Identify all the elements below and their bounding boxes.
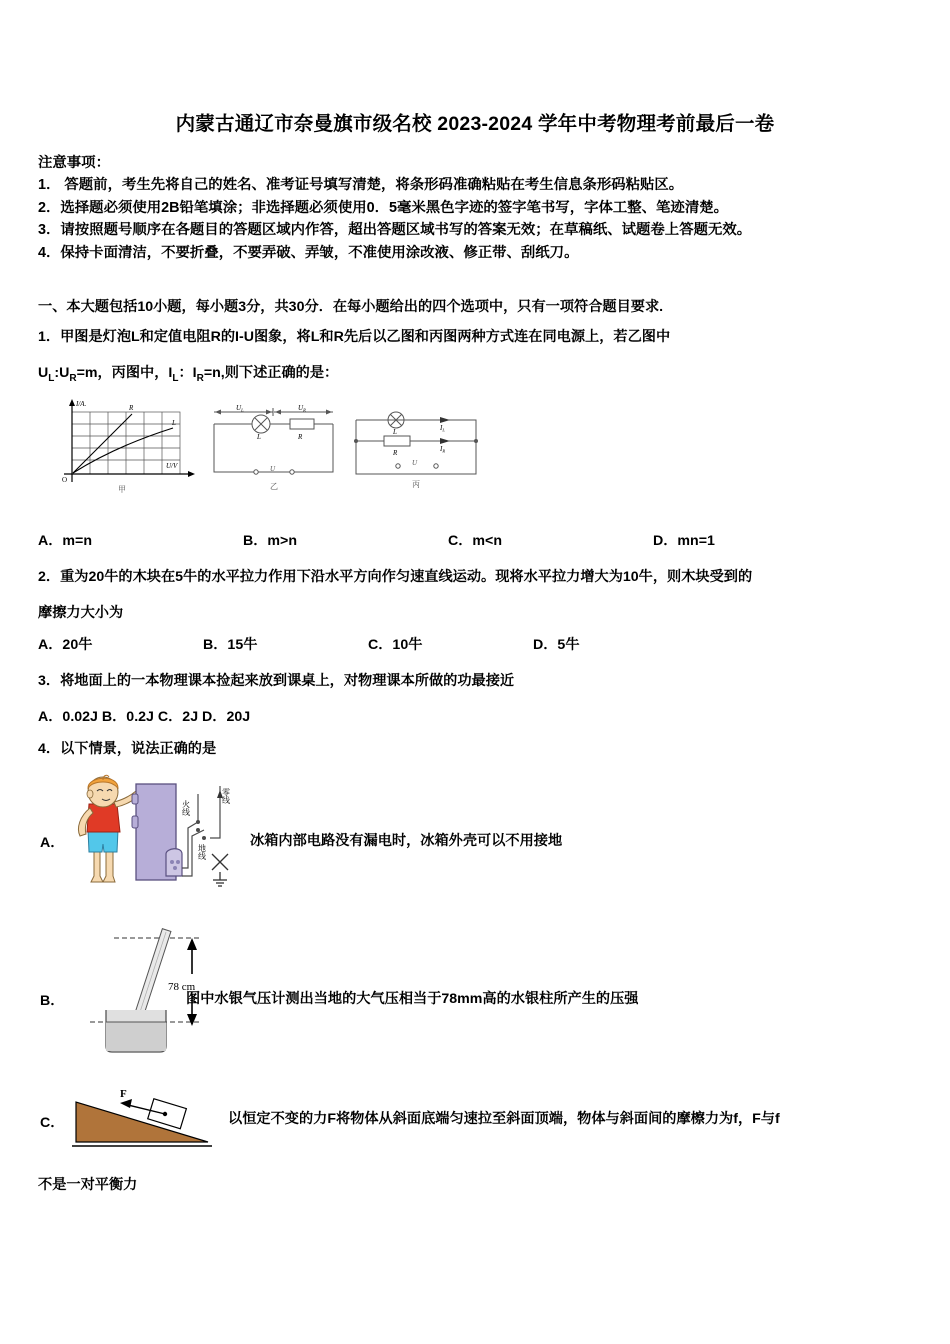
iu-origin-label: O [62,476,68,484]
question-2-option-a[interactable]: A．20牛 [38,637,93,653]
iu-curve-label-L: L [172,419,176,427]
question-1-option-a[interactable]: A．m=n [38,533,92,549]
question-1-option-b[interactable]: B．m>n [243,533,297,549]
live-wire-label: 火线 [181,800,191,816]
question-4-option-b-text[interactable]: 图中水银气压计测出当地的大气压相当于78mm高的水银柱所产生的压强 [186,991,639,1007]
notice-heading: 注意事项： [38,155,110,171]
question-1-number: 1． [38,329,61,345]
series-voltage-resistor: $U_R$ [298,404,306,413]
notice-item-3: 3．请按照题号顺序在各题目的答题区域内作答，超出答题区域书写的答案无效；在草稿纸、试题卷上答题无效。 [38,222,752,239]
inclined-plane-figure [62,1086,227,1152]
question-2-option-c[interactable]: C．10牛 [368,637,423,653]
notice-item-4: 4．保持卡面清洁，不要折叠，不要弄破、弄皱，不准使用涂改液、修正带、刮纸刀。 [38,244,579,261]
question-4-option-b-letter[interactable]: B． [40,993,65,1009]
iu-graph-caption: 甲 [118,485,126,494]
question-4-text: 以下情景，说法正确的是 [60,741,217,757]
symbol-colon-I: ：I [178,365,197,381]
question-2-stem [38,566,923,586]
question-1-subline [38,362,923,384]
question-4-option-c-letter[interactable]: C． [40,1115,65,1131]
fridge-grounding-figure [70,772,250,892]
incline-force-label: F [120,1088,127,1100]
subscript-R: R [69,372,77,384]
question-2-number: 2． [38,569,61,585]
subscript-L2: L [172,372,179,384]
question-3-number: 3． [38,673,61,689]
neutral-wire-label: 零线 [221,788,231,804]
question-4-option-a-letter[interactable]: A． [40,835,65,851]
parallel-current-resistor: $I_R$ [440,445,446,454]
question-4-option-c-text[interactable]: 以恒定不变的力F将物体从斜面底端匀速拉至斜面顶端，物体与斜面间的摩檫力为f，F与f [228,1111,780,1127]
barometer-height-label: 78 cm [168,981,196,993]
question-4-number: 4． [38,741,61,757]
question-2-text: 重为20牛的木块在5牛的水平拉力作用下沿水平方向作匀速直线运动。现将水平拉力增大为10牛，则木块受到的 [60,569,753,585]
symbol-colon-U: :U [54,365,70,381]
question-3-text: 将地面上的一本物理课本捡起来放到课桌上，对物理课本所做的功最接近 [60,673,515,689]
notice-item-1: 1． 答题前，考生先将自己的姓名、准考证号填写清楚，将条形码准确粘贴在考生信息条形码粘贴区。 [38,177,684,194]
iu-y-axis-label: I/A. [76,400,87,408]
question-2-continuation: 摩擦力大小为 [38,605,124,621]
question-2-option-b[interactable]: B．15牛 [203,637,258,653]
parallel-circuit-caption: 丙 [412,480,420,489]
question-4-stem [38,738,923,758]
series-source-label: U [270,465,276,473]
series-resistor-label: R [298,433,303,441]
ground-wire-label: 地线 [197,844,207,860]
text-m-bing: =m，丙图中，I [76,365,173,381]
question-1-options [38,530,923,550]
iu-curve-label-R: R [129,404,134,412]
question-1-figures [46,394,486,506]
subscript-R2: R [196,372,204,384]
subscript-L: L [48,372,55,384]
iu-x-axis-label: U/V [166,462,178,470]
symbol-U: U [38,365,49,381]
series-voltage-lamp: $U_L$ [236,404,244,413]
question-3-options[interactable]: A．0.02J B．0.2J C．2J D．20J [38,709,251,725]
notice-block [38,152,918,264]
parallel-lamp-label: L [393,428,397,436]
question-3-stem [38,670,923,690]
parallel-source-label: U [412,459,418,467]
page-title: 内蒙古通辽市奈曼旗市级名校 2023-2024 学年中考物理考前最后一卷 [175,113,775,135]
question-1-option-c[interactable]: C．m<n [448,533,502,549]
text-n-tail: =n,则下述正确的是： [203,365,339,381]
section-heading: 一、本大题包括10小题，每小题3分，共30分．在每小题给出的四个选项中，只有一项符合题目要求. [38,299,664,315]
parallel-current-lamp: $I_L$ [440,424,445,433]
boy-illustration [78,775,138,882]
series-circuit-caption: 乙 [270,482,278,491]
question-1-option-d[interactable]: D．mn=1 [653,533,715,549]
series-lamp-label: L [257,433,261,441]
parallel-resistor-label: R [393,449,398,457]
question-2-options [38,634,923,654]
question-1-text: 甲图是灯泡L和定值电阻R的I-U图象，将L和R先后以乙图和丙图两种方式连在同电源上，若乙图中 [60,329,671,345]
notice-item-2: 2．选择题必须使用2B铅笔填涂；非选择题必须使用0．5毫米黑色字迹的签字笔书写，字体工整、笔迹清楚。 [38,199,728,216]
question-4-option-a-text[interactable]: 冰箱内部电路没有漏电时，冰箱外壳可以不用接地 [250,833,563,849]
question-2-option-d[interactable]: D．5牛 [533,637,580,653]
question-4-option-c-tail: 不是一对平衡力 [38,1177,138,1193]
question-1-stem [38,326,923,346]
